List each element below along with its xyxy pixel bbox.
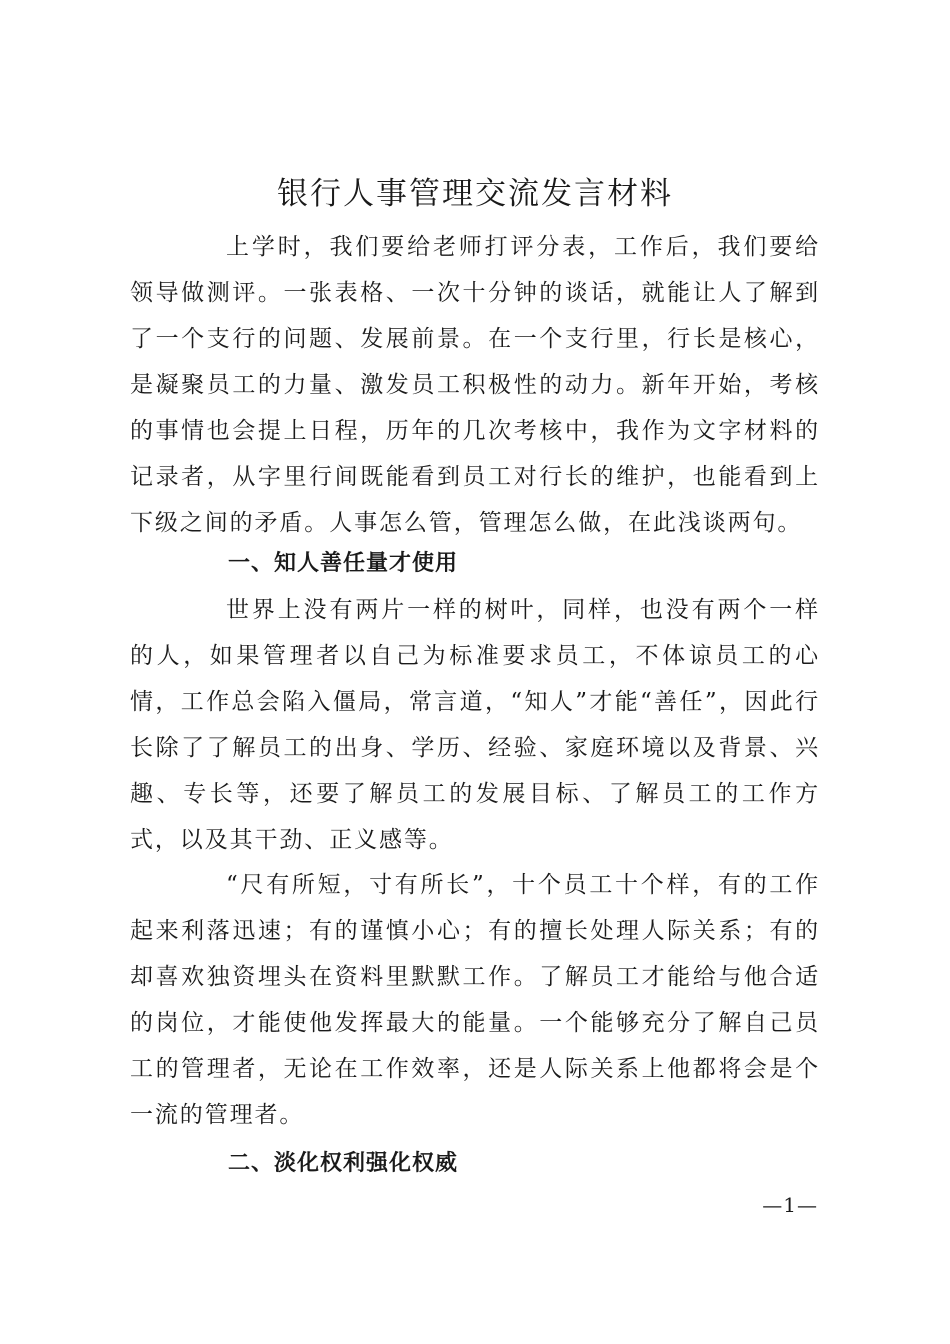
document-title: 银行人事管理交流发言材料 [277,176,673,212]
section-heading-2: 二、淡化权利强化权威 [228,1151,459,1176]
paragraph-section-1-a: 世界上没有两片一样的树叶，同样，也没有两个一样的人，如果管理者以自己为标准要求员工，不体谅员工的心情，工作总会陷入僵局，常言道，“知人”才能“善任”，因此行长除了了解员工的出身、学历、经验、家庭环境以及背景、兴趣、专长等，还要了解员工的发展目标、了解员工的工作方式，以及其干劲、正义感等。 [130,597,820,853]
section-heading-1: 一、知人善任量才使用 [228,551,459,576]
paragraph-section-1-b: “尺有所短，寸有所长”，十个员工十个样，有的工作起来利落迅速；有的谨慎小心；有的擅长处理人际关系；有的却喜欢独资埋头在资料里默默工作。了解员工才能给与他合适的岗位，才能使他发挥最大的能量。一个能够充分了解自己员工的管理者，无论在工作效率，还是人际关系上他都将会是个一流的管理者。 [130,872,820,1128]
paragraph-intro: 上学时，我们要给老师打评分表，工作后，我们要给领导做测评。一张表格、一次十分钟的谈话，就能让人了解到了一个支行的问题、发展前景。在一个支行里，行长是核心，是凝聚员工的力量、激发员工积极性的动力。新年开始，考核的事情也会提上日程，历年的几次考核中，我作为文字材料的记录者，从字里行间既能看到员工对行长的维护，也能看到上下级之间的矛盾。人事怎么管，管理怎么做，在此浅谈两句。 [130,234,820,536]
page-number: —1— [762,1193,818,1217]
